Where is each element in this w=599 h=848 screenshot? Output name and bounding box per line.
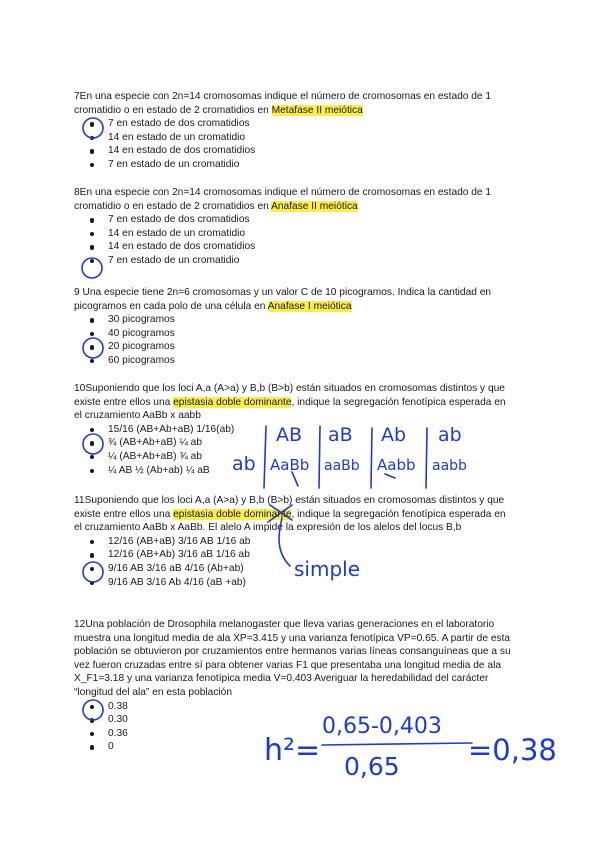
list-item: 7 en estado de un cromatidio xyxy=(74,254,514,268)
highlighted-term: Anafase II meiótica xyxy=(271,200,358,212)
options-list xyxy=(74,117,514,171)
list-item: 30 picogramos xyxy=(74,313,514,327)
list-item: ¼ (AB+Ab+aB) ¾ ab xyxy=(74,450,514,464)
list-item: 20 picogramos xyxy=(74,340,514,354)
grid-header: ab xyxy=(438,424,462,446)
list-item: 9/16 AB 3/16 aB 4/16 (Ab+ab) xyxy=(74,562,514,576)
grid-header: AB xyxy=(276,424,303,446)
question-10 xyxy=(74,382,514,477)
list-item: 9/16 AB 3/16 Ab 4/16 (aB +ab) xyxy=(74,576,514,590)
list-item: 12/16 (AB+aB) 3/16 AB 1/16 ab xyxy=(74,535,514,549)
options-list xyxy=(74,213,514,267)
list-item: 15/16 (AB+Ab+aB) 1/16(ab) xyxy=(74,423,514,437)
question-stem: 11Suponiendo que los loci A,a (A>a) y B,b (B>b) están situados en cromosomas distintos y que existe entre ellos una epistasia doble dominante, indique la segregación fenotípica esperada en el cruzamiento AaBb x AaBb. El alelo A impide la expresión de los alelos del locus B,b xyxy=(74,495,506,534)
options-list xyxy=(74,535,514,589)
list-item: ¾ (AB+Ab+aB) ¼ ab xyxy=(74,436,514,450)
options-list xyxy=(74,423,514,477)
highlighted-term: Anafase I meiótica xyxy=(267,300,352,312)
grid-cell: aaBb xyxy=(324,458,360,474)
question-8 xyxy=(74,186,514,268)
question-stem: 8En una especie con 2n=14 cromosomas indique el número de cromosomas en estado de 1 cromatidio o en estado de 2 cromatidios en Anafase II meiótica xyxy=(74,187,492,212)
question-stem: 9 Una especie tiene 2n=6 cromosomas y un valor C de 10 picogramos. Indica la cantidad en picogramos en cada polo de una célula en Anafase I meiótica xyxy=(74,287,492,312)
list-item: 60 picogramos xyxy=(74,354,514,368)
question-9 xyxy=(74,286,514,368)
note-text: simple xyxy=(294,557,361,581)
list-item: 0 xyxy=(74,740,514,754)
question-stem: 10Suponiendo que los loci A,a (A>a) y B,b (B>b) están situados en cromosomas distintos y que existe entre ellos una epistasia doble dominante, indique la segregación fenotípica esperada en el cruzamiento AaBb x aabb xyxy=(74,383,506,422)
highlighted-term: epistasia doble dominante xyxy=(173,508,292,520)
grid-row-header: ab xyxy=(232,453,256,475)
list-item: 0.30 xyxy=(74,713,514,727)
options-list xyxy=(74,700,514,754)
list-item: 7 en estado de un cromatidio xyxy=(74,158,514,172)
list-item: 0.38 xyxy=(74,700,514,714)
list-item: 40 picogramos xyxy=(74,327,514,341)
numerator: 0,65-0,403 xyxy=(322,714,442,739)
grid-header: Ab xyxy=(381,424,407,446)
question-stem: 7En una especie con 2n=14 cromosomas indique el número de cromosomas en estado de 1 cromatidio o en estado de 2 cromatidios en Metafase II meiótica xyxy=(74,91,492,116)
list-item: 14 en estado de dos cromatidios xyxy=(74,144,514,158)
question-7 xyxy=(74,90,514,172)
result: =0,38 xyxy=(468,733,557,767)
grid-cell: aabb xyxy=(432,458,467,474)
list-item: 12/16 (AB+Ab) 3/16 aB 1/16 ab xyxy=(74,548,514,562)
list-item: 14 en estado de dos cromatidios xyxy=(74,240,514,254)
list-item: 0.36 xyxy=(74,727,514,741)
options-list xyxy=(74,313,514,367)
denominator: 0,65 xyxy=(344,752,400,781)
highlighted-term: Metafase II meiótica xyxy=(271,104,363,116)
grid-cell: Aabb xyxy=(377,456,416,474)
highlighted-term: epistasia doble dominante xyxy=(173,396,292,408)
list-item: 7 en estado de dos cromatidios xyxy=(74,213,514,227)
list-item: ¼ AB ½ (Ab+ab) ¼ aB xyxy=(74,464,514,478)
question-stem: 12Una población de Drosophila melanogaster que lleva varias generaciones en el laboratorio muestra una longitud media de ala XP=3.415 y una varianza fenotípica VP=0.65. A partir de esta población se obtuvieron por cruzamientos entre hermanos varias líneas consanguíneas que a su vez fueron cruzadas entre sí para obtener varias F1 que presentaba una longitud media de ala X_F1=3.18 y una varianza fenotípica media V=0.403 Averiguar la heredabilidad del carácter “longitud del ala” en esta población xyxy=(74,619,511,698)
list-item: 14 en estado de un cromatidio xyxy=(74,227,514,241)
grid-header: aB xyxy=(328,424,353,446)
list-item: 14 en estado de un cromatidio xyxy=(74,131,514,145)
question-11 xyxy=(74,494,514,589)
question-12 xyxy=(74,618,514,754)
list-item: 7 en estado de dos cromatidios xyxy=(74,117,514,131)
h2-symbol: h²= xyxy=(264,733,321,768)
grid-cell: AaBb xyxy=(270,456,310,474)
